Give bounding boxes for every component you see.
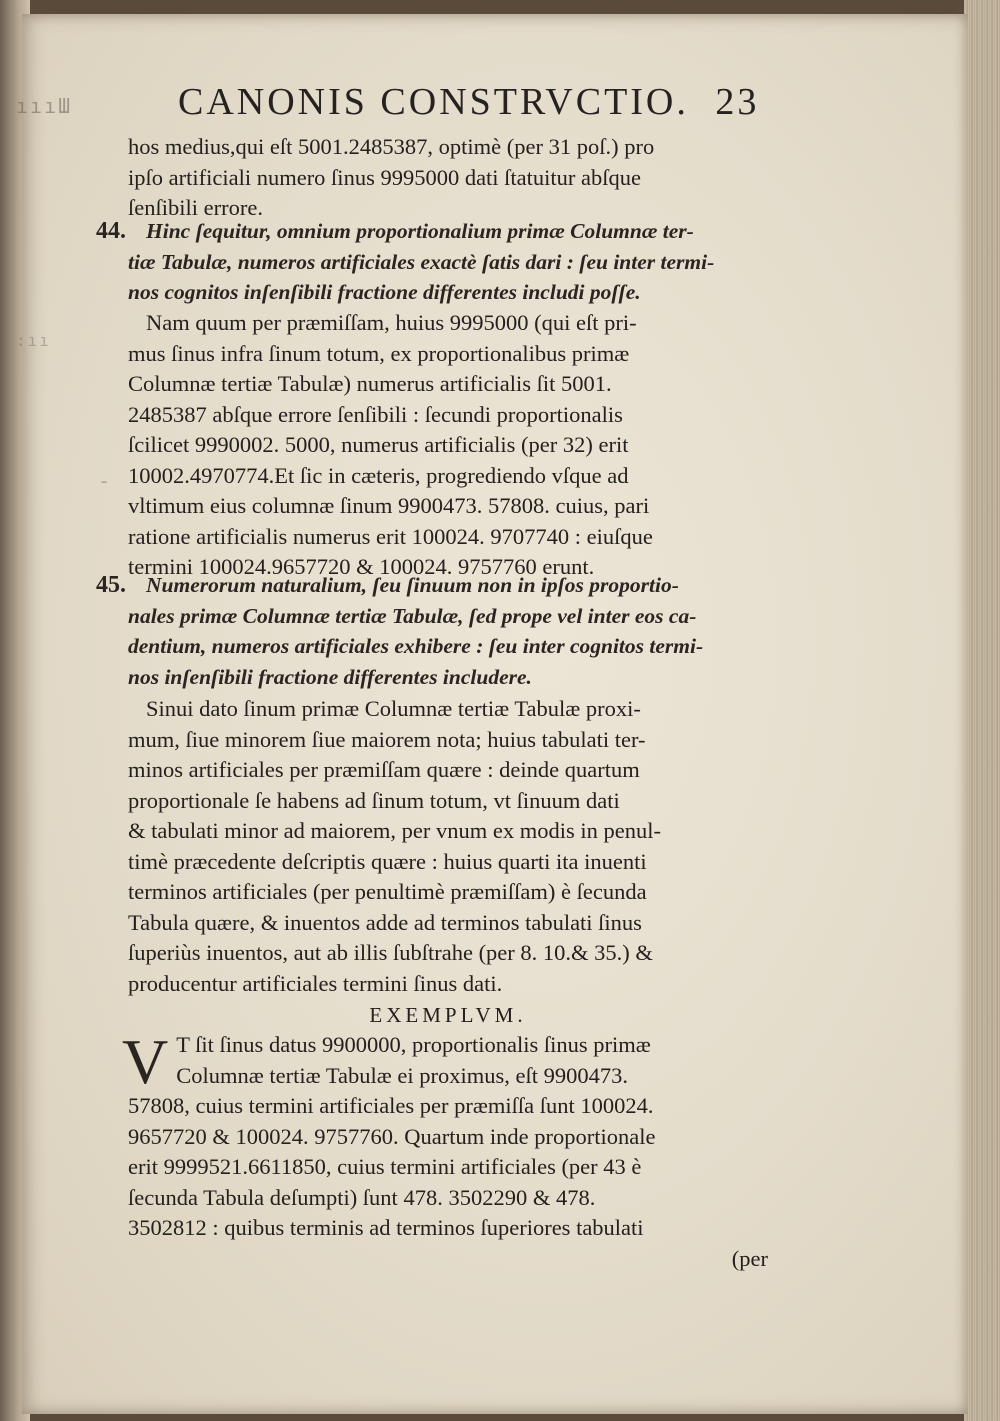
proposition-44-body [128, 308, 768, 583]
example-heading-text: EXEMPLVM. [369, 1003, 527, 1027]
catchword [128, 1244, 768, 1275]
text-line: hos medius,qui eſt 5001.2485387, optimè (per 31 poſ.) pro [128, 134, 655, 159]
text-line: & tabulati minor ad maiorem, per vnum ex modis in penul- [128, 818, 662, 843]
page-number: 23 [715, 81, 760, 123]
text-line: mus ſinus infra ſinum totum, ex proportionalibus primæ [128, 340, 630, 366]
text-line: ſecunda Tabula deſumpti) ſunt 478. 3502290 & 478. [128, 1184, 596, 1210]
text-line: timè præcedente deſcriptis quære : huius quarti ita inuenti [128, 848, 647, 874]
text-line: 2485387 abſque errore ſenſibili : ſecundi proportionalis [128, 401, 623, 427]
bleed-through-marks-lower: :ıı [16, 331, 51, 350]
proposition-45-body [128, 694, 768, 999]
text-line: terminos artificiales (per penultimè præmiſſam) è ſecunda [128, 879, 647, 904]
text-line: termini 100024.9657720 & 100024. 9757760 erunt. [128, 554, 595, 579]
bleed-through-mark-dash: - [98, 469, 113, 493]
text-line: Columnæ tertiæ Tabulæ) numerus artificialis ſit 5001. [128, 371, 612, 396]
statement-line: nos inſenſibili fractione differentes includere. [128, 664, 532, 689]
text-line: Columnæ tertiæ Tabulæ ei proximus, eſt 9900473. [176, 1062, 628, 1088]
text-line: Sinui dato ſinum primæ Columnæ tertiæ Tabulæ proxi- [146, 696, 641, 721]
catchword-text: (per [731, 1246, 768, 1271]
text-line: erit 9999521.6611850, cuius termini artificiales (per 43 è [128, 1154, 642, 1179]
text-line: vltimum eius columnæ ſinum 9900473. 57808. cuius, pari [128, 493, 650, 518]
text-line: producentur artificiales termini ſinus dati. [128, 970, 503, 996]
text-line: ſuperiùs inuentos, aut ab illis ſubſtrahe (per 8. 10.& 35.) & [128, 940, 653, 965]
text-line: ipſo artificiali numero ſinus 9995000 dati ſtatuitur abſque [128, 164, 642, 190]
text-line: Tabula quære, & inuentos adde ad terminos tabulati ſinus [128, 909, 642, 935]
text-line: minos artificiales per præmiſſam quære : deinde quartum [128, 757, 640, 782]
text-line: 3502812 : quibus terminis ad terminos ſuperiores tabulati [128, 1215, 644, 1240]
scan-right-edge [964, 0, 1000, 1421]
proposition-44-statement [128, 216, 768, 308]
statement-line: dentium, numeros artificiales exhibere : ſeu inter cognitos termi- [128, 634, 704, 658]
example-heading [128, 1000, 768, 1031]
statement-line: nos cognitos inſenſibili fractione differentes includi poſſe. [128, 280, 641, 304]
text-line: ſenſibili errore. [128, 195, 263, 220]
example-paragraph [122, 1026, 768, 1244]
running-header [178, 80, 778, 124]
text-line: proportionale ſe habens ad ſinum totum, vt ſinuum dati [128, 787, 620, 813]
drop-capital: V [122, 1026, 169, 1097]
text-line: ratione artificialis numerus erit 100024. 9707740 : eiuſque [128, 523, 653, 549]
continuation-paragraph [128, 132, 768, 224]
header-title: CANONIS CONSTRVCTIO. [178, 81, 689, 123]
statement-line: nales primæ Columnæ tertiæ Tabulæ, ſed prope vel inter eos ca- [128, 603, 697, 628]
statement-line: tiæ Tabulæ, numeros artificiales exactè ſatis dari : ſeu inter termi- [128, 249, 715, 274]
text-line: ſcilicet 9990002. 5000, numerus artificialis (per 32) erit [128, 432, 629, 457]
statement-line: Hinc ſequitur, omnium proportionalium primæ Columnæ ter- [146, 219, 694, 243]
text-line: mum, ſiue minorem ſiue maiorem nota; huius tabulati ter- [128, 726, 646, 752]
text-line: 10002.4970774.Et ſic in cæteris, progrediendo vſque ad [128, 462, 629, 488]
statement-line: Numerorum naturalium, ſeu ſinuum non in ipſos proportio- [146, 573, 679, 597]
proposition-number-44: 44. [96, 218, 126, 244]
text-line: 9657720 & 100024. 9757760. Quartum inde proportionale [128, 1123, 656, 1149]
text-line: T ſit ſinus datus 9900000, proportionalis ſinus primæ [176, 1032, 651, 1057]
proposition-45-statement [128, 570, 768, 692]
proposition-number-45: 45. [96, 572, 126, 598]
text-line: Nam quum per præmiſſam, huius 9995000 (qui eſt pri- [146, 310, 637, 335]
text-line: 57808, cuius termini artificiales per præmiſſa ſunt 100024. [128, 1093, 654, 1118]
bleed-through-marks: ıııШ [16, 94, 73, 118]
